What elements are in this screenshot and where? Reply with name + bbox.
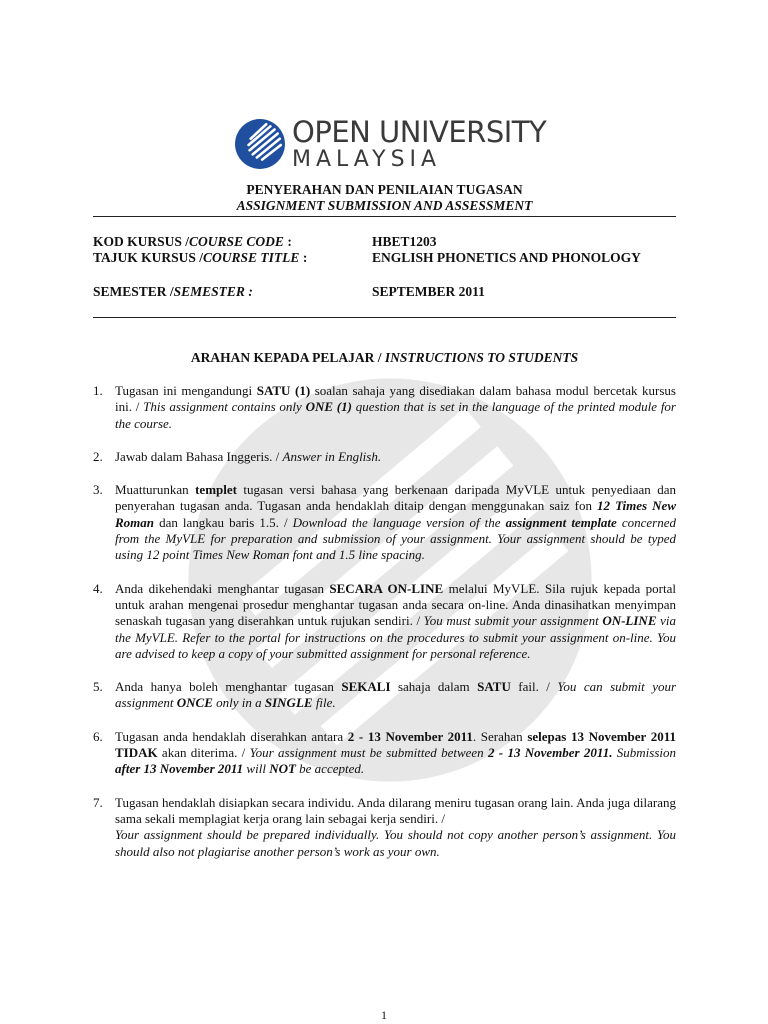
instruction-item: [93, 449, 676, 465]
instruction-segment: Tugasan ini mengandungi: [115, 383, 257, 398]
instruction-segment: after 13 November 2011: [115, 761, 244, 777]
instruction-text: [115, 449, 676, 465]
instruction-text: [115, 679, 676, 712]
instruction-segment: selepas 13 November 2011 TIDAK: [115, 728, 677, 761]
logo-line-university: OPEN UNIVERSITY: [292, 114, 547, 149]
instruction-item: [93, 482, 676, 563]
course-code-value: HBET1203: [372, 234, 437, 249]
instruction-number: 4.: [93, 580, 103, 596]
instruction-segment: Submission: [612, 745, 677, 761]
instruction-segment: melalui MyVLE. Sila rujuk kepada portal untuk arahan mengenai prosedur menghantar tugasan anda secara on-line. Anda dinasihatkan menyimpan senaskah tugasan yang diserahkan untuk rujukan sendiri. /: [115, 580, 676, 629]
instruction-segment: SECARA ON-LINE: [329, 580, 444, 596]
instruction-segment: 12 Times New Roman: [115, 498, 676, 530]
instruction-segment: will: [243, 761, 270, 777]
instruction-segment: Your assignment should be prepared individually. You should not copy another person’s assignment. You should also not plagiarise another person’s work as your own.: [115, 827, 676, 859]
instruction-number: 1.: [93, 383, 103, 398]
instruction-segment: be accepted.: [295, 761, 365, 777]
instruction-segment: You can submit your assignment: [115, 679, 677, 711]
university-emblem-icon: [234, 118, 286, 170]
header-divider: [93, 216, 676, 217]
instruction-segment: concerned from the MyVLE for preparation and submission of your assignment. Your assignment should be typed using 12 point Times New Roman font and 1.5 line spacing.: [115, 514, 676, 563]
instruction-segment: Answer in English.: [282, 448, 382, 464]
instruction-segment: 2 - 13 November 2011.: [488, 745, 613, 761]
instruction-number: 3.: [93, 482, 103, 498]
instruction-segment: . Serahan: [472, 728, 528, 744]
instruction-segment: Tugasan hendaklah disiapkan secara individu. Anda dilarang meniru tugasan orang lain. Anda juga dilarang sama sekali memplagiat kerja orang lain sebagai kerja sendiri. /: [115, 794, 676, 826]
info-divider: [93, 317, 676, 318]
instruction-text: [115, 795, 676, 860]
semester-value: SEPTEMBER 2011: [372, 284, 485, 299]
instruction-segment: only in a: [212, 695, 265, 711]
instruction-text: [115, 729, 676, 778]
instruction-segment: 2 - 13 November 2011: [347, 728, 473, 744]
logo-line-country: MALAYSIA: [292, 146, 442, 172]
instruction-segment: Your assignment must be submitted between: [249, 745, 488, 761]
instruction-segment: fail. /: [510, 679, 558, 695]
instruction-item: [93, 383, 676, 432]
instruction-segment: This assignment contains only: [143, 399, 306, 415]
instruction-item: [93, 679, 676, 712]
university-logo: [234, 114, 547, 172]
instruction-segment: ONE (1): [305, 399, 352, 415]
title-malay: PENYERAHAN DAN PENILAIAN TUGASAN: [246, 182, 523, 197]
instruction-segment: tugasan versi bahasa yang berkenaan daripada MyVLE untuk penyediaan dan penyerahan tugasan anda. Tugasan anda hendaklah ditaip dengan menggunakan saiz fon: [115, 482, 676, 514]
instruction-segment: templet: [195, 482, 237, 498]
instruction-segment: Tugasan anda hendaklah diserahkan antara: [115, 728, 348, 744]
instruction-segment: SEKALI: [341, 679, 391, 695]
instruction-segment: ONCE: [176, 695, 213, 711]
instruction-number: 7.: [93, 794, 103, 810]
page-number: 1: [381, 1008, 387, 1022]
instruction-segment: soalan sahaja yang disediakan dalam bahasa modul bercetak kursus ini. /: [115, 383, 676, 415]
instruction-list: [93, 383, 676, 860]
instruction-segment: dan langkau baris 1.5. /: [154, 514, 293, 530]
instruction-number: 2.: [93, 448, 103, 464]
semester-label: SEMESTER /SEMESTER :: [93, 284, 253, 299]
instruction-number: 5.: [93, 679, 103, 695]
instruction-segment: question that is set in the language of the printed module for the course.: [115, 399, 676, 431]
instruction-text: [115, 383, 676, 432]
instruction-item: [93, 581, 676, 662]
instruction-segment: Muatturunkan: [115, 482, 196, 498]
instruction-segment: Anda hanya boleh menghantar tugasan: [115, 679, 342, 695]
instruction-item: [93, 729, 676, 778]
instruction-segment: ON-LINE: [602, 613, 657, 629]
instruction-segment: SATU (1): [256, 383, 311, 398]
instruction-item: [93, 795, 676, 860]
instruction-number: 6.: [93, 728, 103, 744]
instruction-segment: You must submit your assignment: [423, 613, 603, 629]
instruction-segment: Jawab dalam Bahasa Inggeris. /: [115, 448, 283, 464]
instruction-segment: SATU: [477, 679, 511, 695]
course-title-value: ENGLISH PHONETICS AND PHONOLOGY: [372, 250, 641, 265]
instruction-text: [115, 482, 676, 563]
instruction-segment: file.: [312, 695, 336, 711]
course-code-label: KOD KURSUS /COURSE CODE :: [93, 234, 292, 249]
document-title: [93, 182, 676, 214]
logo-text: [292, 114, 547, 172]
instruction-segment: sahaja dalam: [390, 679, 478, 695]
instruction-text: [115, 581, 676, 662]
instruction-segment: akan diterima. /: [157, 745, 250, 761]
instruction-segment: NOT: [269, 761, 296, 777]
course-title-label: TAJUK KURSUS /COURSE TITLE :: [93, 250, 308, 265]
instruction-segment: via the MyVLE. Refer to the portal for instructions on the procedures to submit your assignment on-line. You are advised to keep a copy of your submitted assignment for personal reference.: [115, 613, 676, 661]
instruction-segment: assignment template: [505, 514, 617, 530]
title-english: ASSIGNMENT SUBMISSION AND ASSESSMENT: [236, 198, 533, 213]
instruction-segment: SINGLE: [264, 695, 313, 711]
instructions-heading: ARAHAN KEPADA PELAJAR / INSTRUCTIONS TO STUDENTS: [190, 350, 579, 365]
instruction-segment: Anda dikehendaki menghantar tugasan: [115, 580, 330, 596]
instruction-segment: Download the language version of the: [292, 514, 506, 530]
